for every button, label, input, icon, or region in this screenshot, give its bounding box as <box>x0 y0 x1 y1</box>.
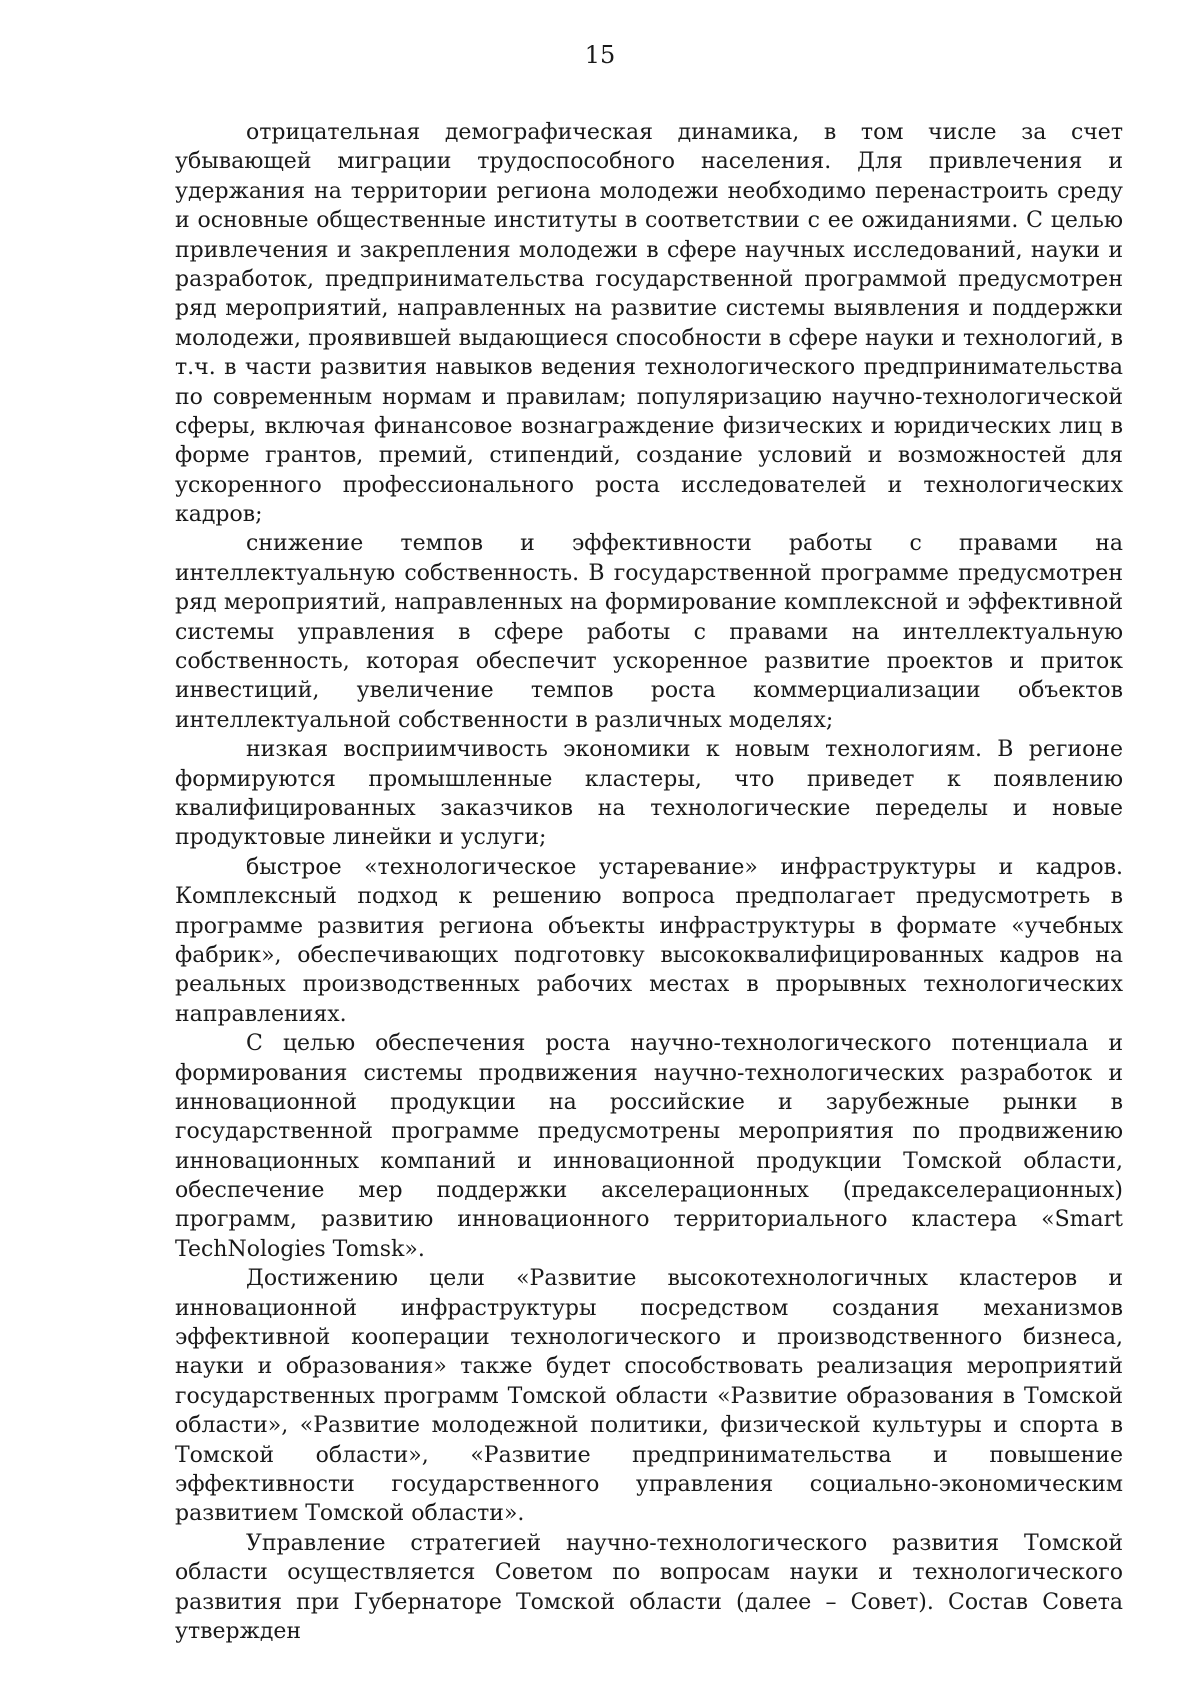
paragraph-technology-receptivity: низкая восприимчивость экономики к новым технологиям. В регионе формируются промышленные кластеры, что приведет к появлению квалифицированных заказчиков на технологические переделы и новые продуктовые линейки и услуги; <box>175 737 1123 851</box>
paragraph-goal-achievement: Достижению цели «Развитие высокотехнологичных кластеров и инновационной инфраструктуры посредством создания механизмов эффективной кооперации технологического и производственного бизнеса, науки и образования» также будет способствовать реализация мероприятий государственных программ Томской области «Развитие образования в Томской области», «Развитие молодежной политики, физической культуры и спорта в Томской области», «Развитие предпринимательства и повышение эффективности государственного управления социально-экономическим развитием Томской области». <box>175 1266 1123 1527</box>
paragraph-intellectual-property: снижение темпов и эффективности работы с правами на интеллектуальную собственность. В государственной программе предусмотрен ряд мероприятий, направленных на формирование комплексной и эффективной системы управления в сфере работы с правами на интеллектуальную собственность, которая обеспечит ускоренное развитие проектов и приток инвестиций, увеличение темпов роста коммерциализации объектов интеллектуальной собственности в различных моделях; <box>175 531 1123 733</box>
paragraph-promotion: С целью обеспечения роста научно-технологического потенциала и формирования системы продвижения научно-технологических разработок и инновационной продукции на российские и зарубежные рынки в государственной программе предусмотрены мероприятия по продвижению инновационных компаний и инновационной продукции Томской области, обеспечение мер поддержки акселерационных (предакселерационных) программ, развитию инновационного территориального кластера «Smart TechNologies Tomsk». <box>175 1031 1123 1262</box>
page-number: 15 <box>584 41 616 69</box>
paragraph-strategy-management: Управление стратегией научно-технологического развития Томской области осуществляется Советом по вопросам науки и технологического развития при Губернаторе Томской области (далее – Совет). Состав Совета утвержден <box>175 1530 1123 1644</box>
paragraph-infrastructure-obsolescence: быстрое «технологическое устаревание» инфраструктуры и кадров. Комплексный подход к решению вопроса предполагает предусмотреть в программе развития региона объекты инфраструктуры в формате «учебных фабрик», обеспечивающих подготовку высококвалифицированных кадров на реальных производственных рабочих местах в прорывных технологических направлениях. <box>175 854 1123 1027</box>
paragraph-demographics: отрицательная демографическая динамика, в том числе за счет убывающей миграции трудоспособного населения. Для привлечения и удержания на территории региона молодежи необходимо перенастроить среду и основные общественные институты в соответствии с ее ожиданиями. С целью привлечения и закрепления молодежи в сфере научных исследований, науки и разработок, предпринимательства государственной программой предусмотрен ряд мероприятий, направленных на развитие системы выявления и поддержки молодежи, проявившей выдающиеся способности в сфере науки и технологий, в т.ч. в части развития навыков ведения технологического предпринимательства по современным нормам и правилам; популяризацию научно-технологической сферы, включая финансовое вознаграждение физических и юридических лиц в форме грантов, премий, стипендий, создание условий и возможностей для ускоренного профессионального роста исследователей и технологических кадров; <box>175 120 1123 528</box>
body-text <box>175 118 1123 1646</box>
